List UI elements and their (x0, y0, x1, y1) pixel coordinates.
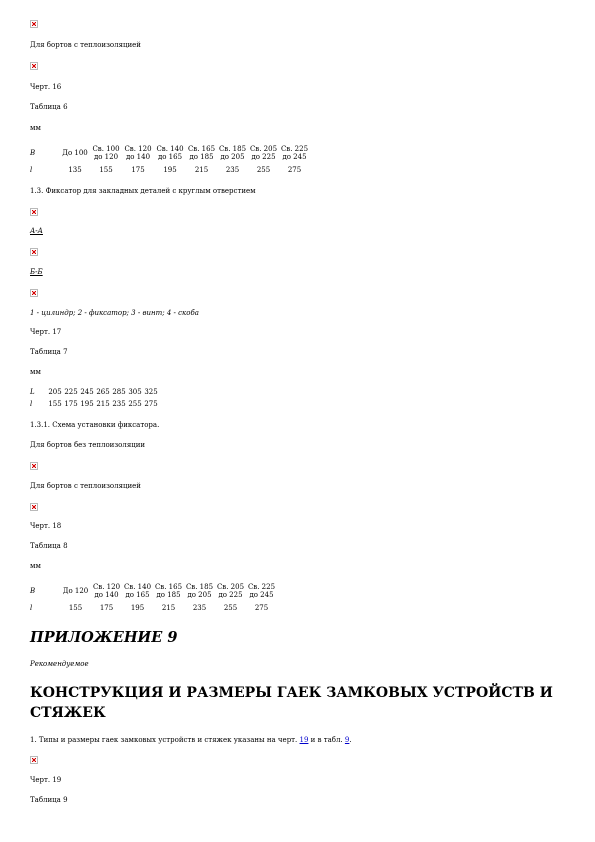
table-header-cell: Св. 225 до 245 (280, 145, 309, 161)
appendix-heading: КОНСТРУКЦИЯ И РАЗМЕРЫ ГАЕК ЗАМКОВЫХ УСТРОЙСТВ И СТЯЖЕК (30, 685, 553, 721)
table-cell: 215 (96, 400, 110, 408)
figure-number: Черт. 18 (30, 522, 62, 530)
clause-1-text: и в табл. (310, 736, 343, 744)
table-cell: 155 (48, 400, 62, 408)
figure-caption: Для бортов с теплоизоляцией (30, 41, 141, 49)
table-header-cell: Св. 100 до 120 (92, 145, 120, 161)
clause-1-text: . (349, 736, 352, 744)
figure-number: Черт. 19 (30, 776, 62, 784)
figure-number: Черт. 17 (30, 328, 62, 336)
table-title: Таблица 7 (30, 348, 68, 356)
broken-image-icon (30, 462, 38, 470)
table-cell: 255 (256, 166, 271, 174)
section-heading: 1.3. Фиксатор для закладных деталей с круглым отверстием (30, 187, 256, 195)
table-header-cell: До 100 (62, 149, 88, 157)
table-title: Таблица 6 (30, 103, 68, 111)
table-header-cell: Св. 165 до 185 (187, 145, 216, 161)
row-header-b: B (30, 587, 36, 595)
table-cell: 275 (254, 604, 269, 612)
clause-1 (30, 736, 352, 745)
table-header-cell: До 120 (62, 587, 89, 595)
section-heading: 1.3.1. Схема установки фиксатора. (30, 421, 160, 429)
unit-label: мм (30, 124, 41, 132)
table-cell: 195 (163, 166, 177, 174)
unit-label: мм (30, 368, 41, 376)
table-9-link[interactable]: 9 (344, 736, 350, 744)
table-cell: 235 (225, 166, 240, 174)
table-cell: 235 (192, 604, 207, 612)
broken-image-icon (30, 503, 38, 511)
table-cell: 175 (64, 400, 78, 408)
table-header-cell: Св. 205 до 225 (249, 145, 278, 161)
table-header-cell: Св. 120 до 140 (124, 145, 152, 161)
table-cell: 275 (144, 400, 158, 408)
figure-caption: Для бортов с теплоизоляцией (30, 482, 141, 490)
table-title: Таблица 9 (30, 796, 68, 804)
table-header-cell: Св. 205 до 225 (216, 583, 245, 599)
table-cell: 325 (144, 388, 158, 396)
table-cell: 255 (128, 400, 142, 408)
table-cell: 285 (112, 388, 126, 396)
table-cell: 225 (64, 388, 78, 396)
table-header-cell: Св. 140 до 165 (123, 583, 152, 599)
broken-image-icon (30, 208, 38, 216)
figure-caption: Для бортов без теплоизоляции (30, 441, 146, 449)
table-header-cell: Св. 225 до 245 (247, 583, 276, 599)
figure-19-link[interactable]: 19 (299, 736, 309, 744)
table-cell: 155 (99, 166, 113, 174)
table-header-cell: Св. 185 до 205 (218, 145, 247, 161)
table-cell: 235 (112, 400, 126, 408)
broken-image-icon (30, 289, 38, 297)
row-header-l: l (30, 166, 33, 174)
table-cell: 175 (131, 166, 145, 174)
row-header-l: l (30, 400, 33, 408)
clause-1-text: 1. Типы и размеры гаек замковых устройств и стяжек указаны на черт. (30, 736, 298, 744)
table-cell: 175 (99, 604, 114, 612)
row-header-b: B (30, 149, 36, 157)
table-7 (30, 386, 159, 410)
unit-label: мм (30, 562, 41, 570)
table-cell: 195 (80, 400, 94, 408)
section-label: Б-Б (30, 268, 43, 276)
table-8 (30, 580, 277, 614)
appendix-title: ПРИЛОЖЕНИЕ 9 (30, 629, 178, 646)
row-header-l: l (30, 604, 33, 612)
table-cell: 215 (161, 604, 176, 612)
table-cell: 265 (96, 388, 110, 396)
table-header-cell: Св. 165 до 185 (154, 583, 183, 599)
row-header-L: L (30, 388, 35, 396)
broken-image-icon (30, 248, 38, 256)
figure-number: Черт. 16 (30, 83, 62, 91)
table-cell: 195 (130, 604, 145, 612)
table-header-cell: Св. 120 до 140 (92, 583, 121, 599)
table-6 (30, 142, 310, 176)
section-label: А-А (30, 227, 43, 235)
table-header-cell: Св. 140 до 165 (156, 145, 184, 161)
broken-image-icon (30, 756, 38, 764)
broken-image-icon (30, 20, 38, 28)
table-cell: 245 (80, 388, 94, 396)
table-title: Таблица 8 (30, 542, 68, 550)
table-cell: 215 (194, 166, 209, 174)
appendix-status: Рекомендуемое (30, 660, 89, 668)
figure-legend: 1 - цилиндр; 2 - фиксатор; 3 - винт; 4 - скоба (30, 309, 199, 317)
table-cell: 135 (68, 166, 82, 174)
table-cell: 205 (48, 388, 62, 396)
table-cell: 155 (68, 604, 83, 612)
table-cell: 305 (128, 388, 142, 396)
broken-image-icon (30, 62, 38, 70)
table-cell: 275 (287, 166, 302, 174)
table-cell: 255 (223, 604, 238, 612)
table-header-cell: Св. 185 до 205 (185, 583, 214, 599)
